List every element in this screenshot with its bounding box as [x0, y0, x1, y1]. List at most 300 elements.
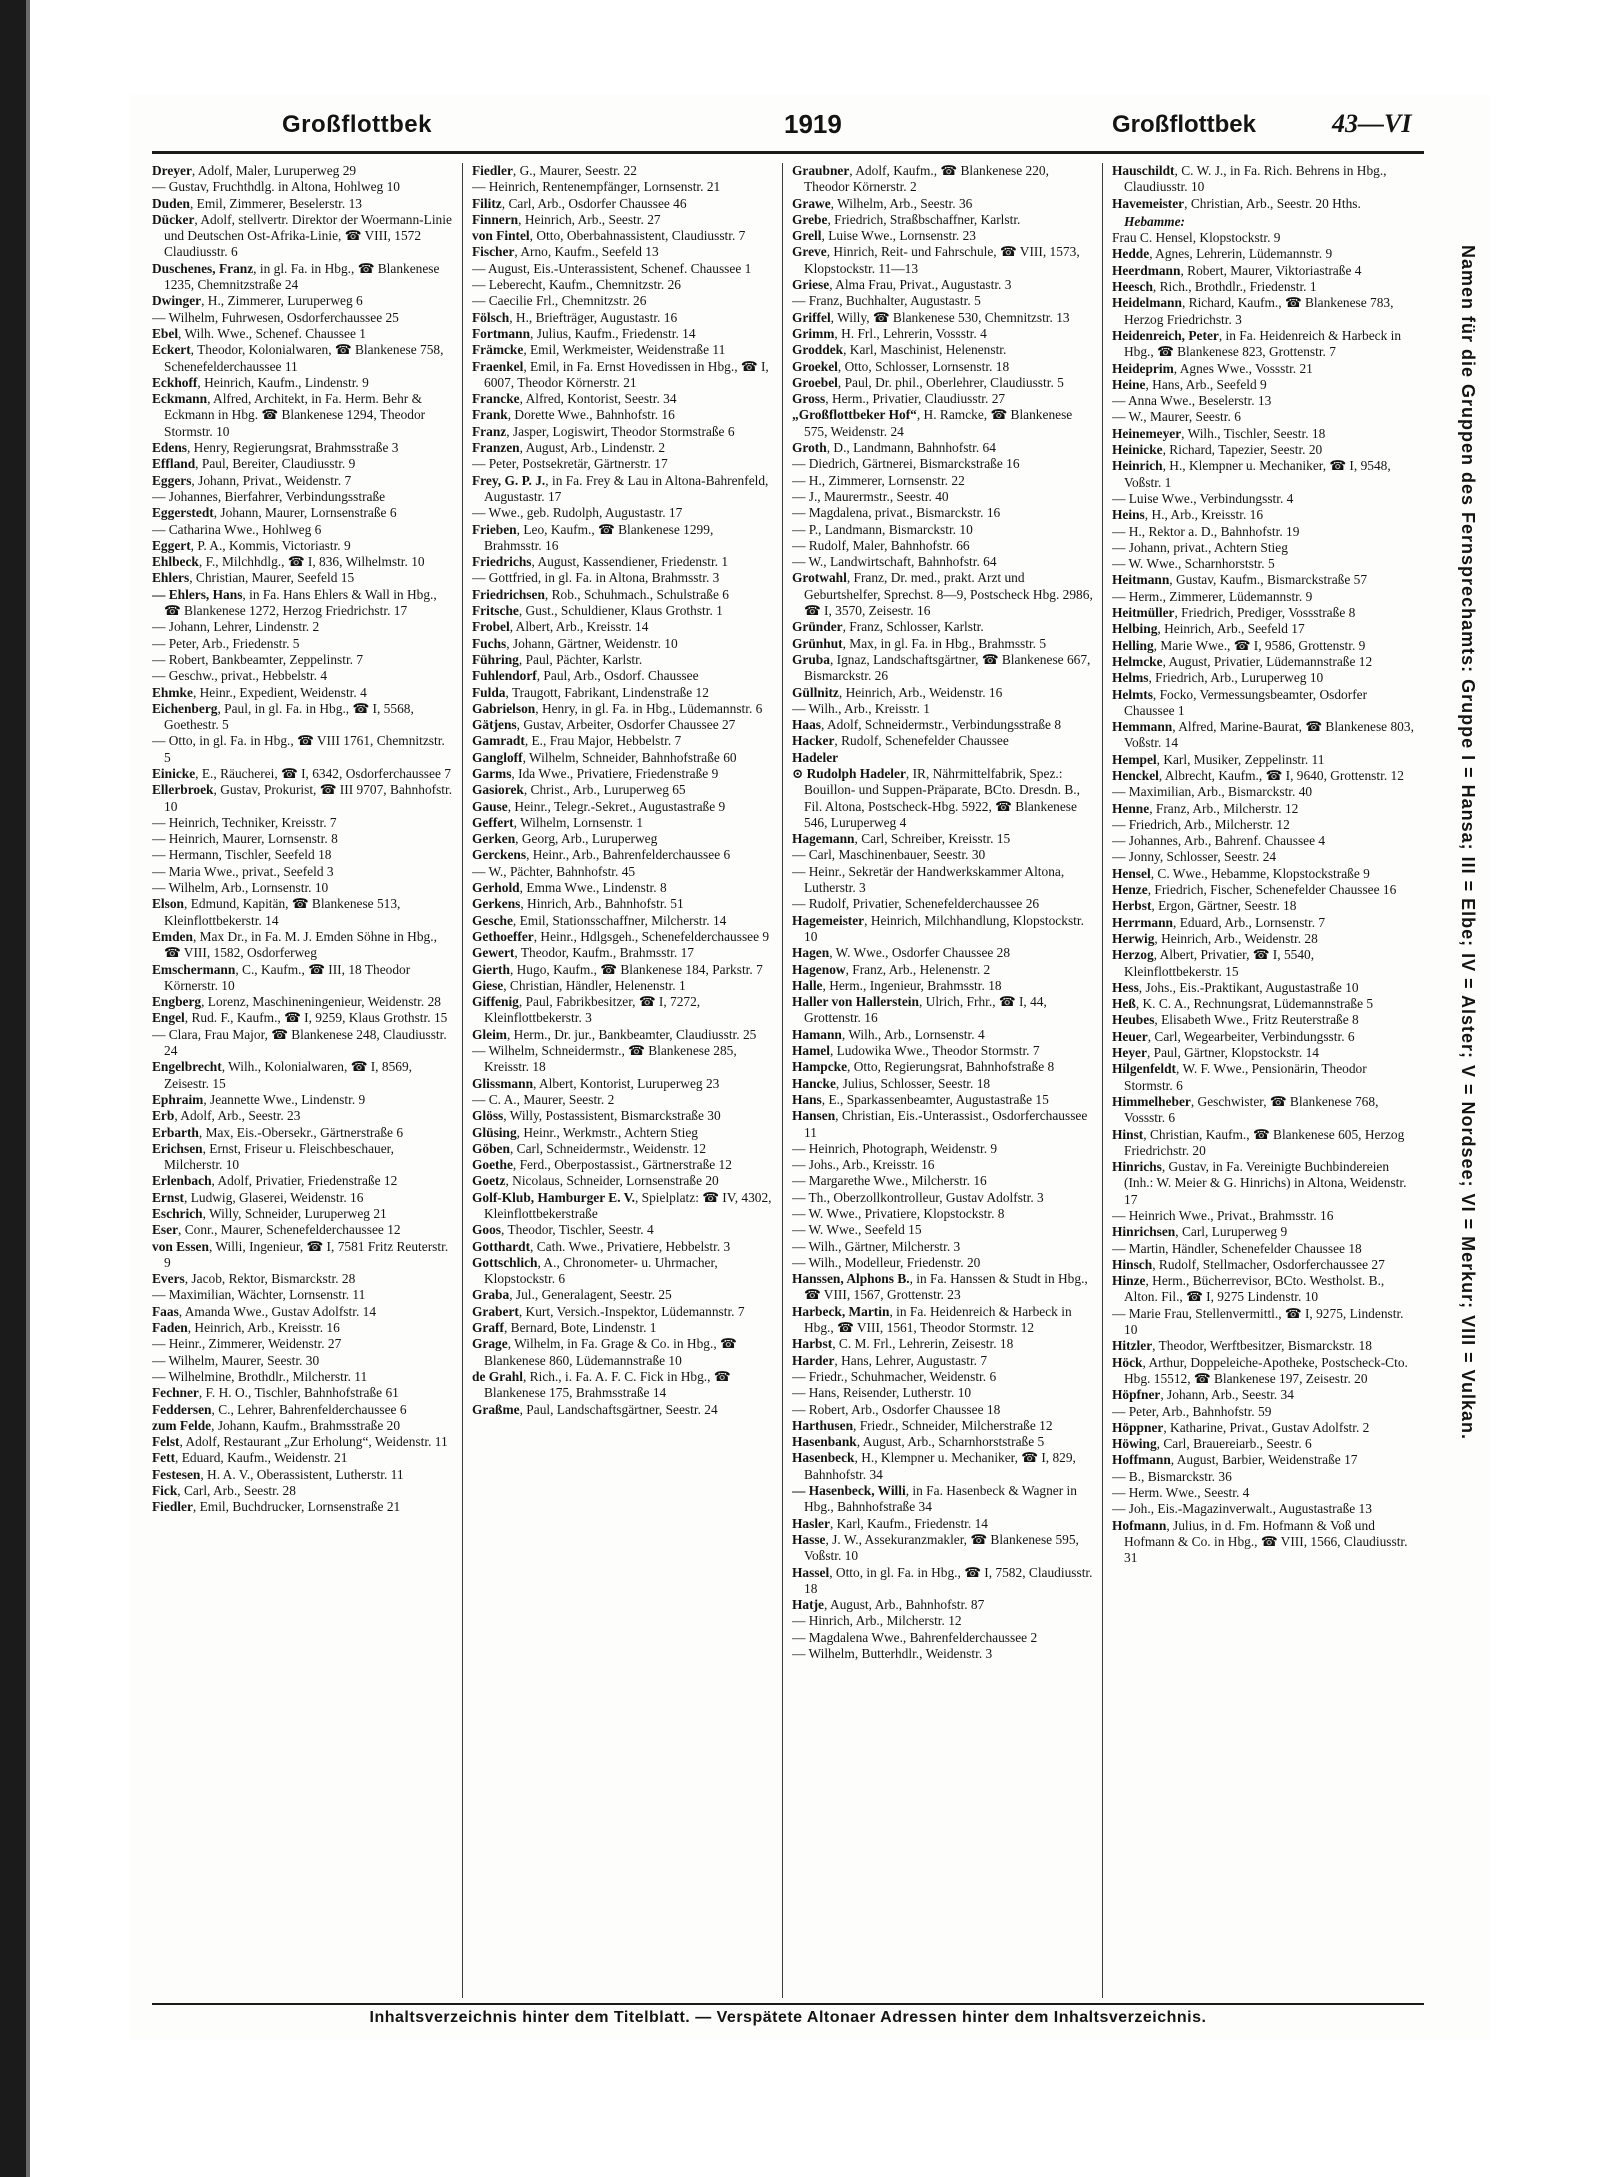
directory-entry — [472, 1108, 774, 1124]
directory-entry — [152, 733, 454, 766]
entry-name: Groekel — [792, 358, 838, 374]
directory-entry — [472, 815, 774, 831]
entry-details: — Wilhelm, Schneidermstr., ☎ Blankenese 285, Kreisstr. 18 — [472, 1043, 737, 1075]
entry-details: , Marie Wwe., ☎ I, 9586, Grottenstr. 9 — [1153, 637, 1366, 653]
entry-details: , Johann, Maurer, Lornsenstraße 6 — [213, 505, 397, 521]
entry-details: — W., Landwirtschaft, Bahnhofstr. 64 — [792, 554, 997, 570]
entry-details: , Arno, Kaufm., Seefeld 13 — [514, 244, 659, 260]
entry-name: Herrmann — [1112, 914, 1173, 930]
entry-name: Graba — [472, 1287, 510, 1303]
directory-entry — [472, 962, 774, 978]
entry-name: Höpfner — [1112, 1387, 1161, 1403]
directory-entry — [152, 994, 454, 1010]
column-divider — [782, 163, 783, 1998]
directory-entry — [472, 1320, 774, 1336]
entry-details: , E., Frau Major, Hebbelstr. 7 — [524, 733, 682, 749]
entry-details: , Cath. Wwe., Privatiere, Hebbelstr. 3 — [530, 1238, 731, 1254]
entry-details: — W. Wwe., Privatiere, Klopstockstr. 8 — [792, 1206, 1005, 1221]
entry-details: , in Fa. Hasenbeck & Wagner in Hbg., Bahnhofstraße 34 — [804, 1483, 1077, 1515]
entry-details: , H. Ramcke, ☎ Blankenese 575, Weidenstr. 24 — [804, 407, 1073, 439]
entry-details: , Jul., Generalagent, Seestr. 25 — [509, 1287, 672, 1303]
entry-details: — Heinrich Wwe., Privat., Brahmsstr. 16 — [1112, 1208, 1334, 1223]
directory-entry — [472, 750, 774, 766]
entry-details: , Willy, ☎ Blankenese 530, Chemnitzstr. 13 — [830, 309, 1070, 325]
entry-details: — Maximilian, Wächter, Lornsenstr. 11 — [152, 1287, 366, 1303]
side-note: Namen für die Gruppen des Fernsprechamts: Gruppe I = Hansa; III = Elbe; IV = Alster; V = Nordsee; VI = Merkur; VIII = Vulkan. — [1458, 245, 1478, 1440]
entry-details: — Maximilian, Arb., Bismarckstr. 40 — [1112, 784, 1313, 800]
directory-entry — [152, 1499, 454, 1515]
entry-details: , Rudolf, Schenefelder Chaussee — [834, 733, 1009, 749]
entry-name: Erlenbach — [152, 1173, 212, 1189]
directory-entry — [1112, 1127, 1414, 1160]
entry-name: Ephraim — [152, 1091, 204, 1107]
entry-name: Frobel — [472, 619, 510, 635]
directory-entry — [792, 456, 1094, 472]
entry-details: , E., Sparkassenbeamter, Augustastraße 15 — [821, 1091, 1049, 1107]
directory-entry — [792, 1630, 1094, 1646]
directory-entry — [152, 962, 454, 995]
directory-entry — [1112, 1224, 1414, 1240]
directory-entry — [1112, 882, 1414, 898]
directory-entry — [152, 619, 454, 635]
directory-entry — [792, 1565, 1094, 1598]
directory-entry — [472, 1255, 774, 1288]
directory-entry — [472, 440, 774, 456]
directory-entry — [472, 880, 774, 896]
directory-entry — [152, 310, 454, 326]
entry-name: Hinrichs — [1112, 1159, 1162, 1175]
entry-details: — Clara, Frau Major, ☎ Blankenese 248, Claudiusstr. 24 — [152, 1026, 447, 1059]
entry-details: , Theodor, Werftbesitzer, Bismarckstr. 18 — [1152, 1338, 1372, 1354]
entry-name: Friedrichsen — [472, 586, 545, 602]
entry-details: , C. Wwe., Hebamme, Klopstockstraße 9 — [1150, 865, 1370, 881]
directory-entry — [152, 1450, 454, 1466]
entry-name: Heuer — [1112, 1028, 1148, 1044]
entry-details: — Johann, Lehrer, Lindenstr. 2 — [152, 619, 320, 635]
entry-details: , Heinrich, Kaufm., Lindenstr. 9 — [197, 374, 369, 390]
entry-name: Dücker — [152, 211, 195, 227]
entry-details: , Wilh., Tischler, Seestr. 18 — [1181, 425, 1326, 441]
entry-name: — Ehlers, Hans — [152, 586, 243, 602]
directory-entry — [1112, 1241, 1414, 1257]
directory-entry — [792, 945, 1094, 961]
entry-name: Grage — [472, 1336, 508, 1352]
entry-details: — Caecilie Frl., Chemnitzstr. 26 — [472, 293, 647, 309]
entry-name: Heinicke — [1112, 442, 1163, 458]
directory-entry — [152, 1173, 454, 1189]
entry-name: „Großflottbeker Hof“ — [792, 407, 917, 423]
directory-entry — [792, 1059, 1094, 1075]
entry-details: , Katharine, Privat., Gustav Adolfstr. 2 — [1163, 1419, 1370, 1435]
entry-name: Främcke — [472, 342, 524, 358]
directory-entry — [472, 359, 774, 392]
entry-details: , Rudolf, Stellmacher, Osdorferchaussee 27 — [1152, 1256, 1385, 1272]
entry-details: , IR, Nährmittelfabrik, Spez.: Bouillon- und Suppen-Präparate, BCto. Dresdn. B., Fil. Altona, Postscheck-Hbg. 5922, ☎ Blankenese 546, Luruperweg 4 — [804, 765, 1080, 830]
entry-details: , Albert, Kontorist, Luruperweg 23 — [533, 1075, 720, 1091]
entry-details: — Wilhelm, Arb., Lornsenstr. 10 — [152, 880, 329, 896]
directory-entry — [792, 994, 1094, 1027]
entry-details: , J. W., Assekuranzmakler, ☎ Blankenese 595, Voßstr. 10 — [804, 1531, 1079, 1564]
directory-entry — [1112, 442, 1414, 458]
directory-entry — [792, 847, 1094, 863]
directory-entry — [792, 244, 1094, 277]
entry-details: , Herm., Bücherrevisor, BCto. Westholst. B., Alton. Fil., ☎ I, 9275 Lindenstr. 10 — [1124, 1273, 1385, 1305]
entry-details: , Heinrich, Arb., Seestr. 27 — [518, 211, 661, 227]
entry-details: , Geschwister, ☎ Blankenese 768, Vossstr. 6 — [1124, 1093, 1379, 1126]
entry-details: , Carl, Brauereiarb., Seestr. 6 — [1156, 1436, 1312, 1452]
entry-details: , Ferd., Oberpostassist., Gärtnerstraße 12 — [512, 1157, 732, 1173]
entry-name: Heubes — [1112, 1012, 1155, 1028]
entry-name: Gesche — [472, 912, 513, 928]
entry-name: Henckel — [1112, 767, 1159, 783]
directory-entry — [792, 391, 1094, 407]
directory-entry — [1112, 752, 1414, 768]
entry-details: — Peter, Arb., Friedenstr. 5 — [152, 635, 300, 651]
directory-entry — [152, 342, 454, 375]
entry-name: Duschenes, Franz — [152, 260, 254, 276]
entry-name: Hansen — [792, 1108, 836, 1124]
entry-details: — Wilhelmine, Brothdlr., Milcherstr. 11 — [152, 1368, 368, 1384]
directory-entry — [152, 391, 454, 440]
entry-name: Hamann — [792, 1026, 842, 1042]
entry-details: — C. A., Maurer, Seestr. 2 — [472, 1091, 615, 1107]
entry-name: Erichsen — [152, 1140, 203, 1156]
directory-entry — [1112, 589, 1414, 605]
entry-name: Hanssen, Alphons B. — [792, 1271, 910, 1287]
directory-entry — [1112, 915, 1414, 931]
entry-details: , C. W. J., in Fa. Rich. Behrens in Hbg., Claudiusstr. 10 — [1124, 163, 1387, 195]
entry-details: — Heinr., Zimmerer, Weidenstr. 27 — [152, 1336, 342, 1352]
entry-name: Graubner — [792, 163, 850, 178]
entry-details: , Friedrich, Prediger, Vossstraße 8 — [1174, 605, 1356, 621]
entry-name: Grawe — [792, 195, 831, 211]
entry-details: , Eduard, Kaufm., Weidenstr. 21 — [175, 1450, 348, 1466]
entry-details: , Hinrich, Reit- und Fahrschule, ☎ VIII, 1573, Klopstockstr. 11—13 — [804, 244, 1080, 276]
directory-entry — [472, 1157, 774, 1173]
entry-details: , Willy, Schneider, Luruperweg 21 — [202, 1206, 387, 1221]
entry-details: , Julius, Schlosser, Seestr. 18 — [835, 1075, 991, 1091]
entry-details: , Paul, Fabrikbesitzer, ☎ I, 7272, Kleinflottbekerstr. 3 — [484, 994, 701, 1026]
directory-entry — [792, 277, 1094, 293]
directory-entry — [472, 929, 774, 945]
entry-name: Heyer — [1112, 1045, 1147, 1061]
entry-name: Helbing — [1112, 621, 1158, 637]
entry-details: , Wilhelm, in Fa. Grage & Co. in Hbg., ☎ Blankenese 860, Lüdemannstraße 10 — [484, 1336, 737, 1368]
directory-entry — [152, 685, 454, 701]
directory-entry — [472, 228, 774, 244]
entry-name: Grimm — [792, 325, 835, 341]
directory-entry — [1112, 1208, 1414, 1224]
entry-name: Hasse — [792, 1531, 826, 1547]
entry-details: , Carl, Schreiber, Kreisstr. 15 — [854, 831, 1011, 847]
entry-name: Hans — [792, 1091, 822, 1107]
directory-entry — [1112, 670, 1414, 686]
entry-details: , Paul, Pächter, Karlstr. — [518, 651, 643, 667]
entry-details: — Johs., Arb., Kreisstr. 16 — [792, 1157, 935, 1173]
directory-entry — [792, 342, 1094, 358]
entry-details: , Elisabeth Wwe., Fritz Reuterstraße 8 — [1154, 1012, 1359, 1028]
directory-entry — [152, 1271, 454, 1287]
directory-entry — [152, 1222, 454, 1238]
entry-details: , H., Briefträger, Augustastr. 16 — [509, 309, 678, 325]
entry-details: — Wilhelm, Fuhrwesen, Osdorferchaussee 25 — [152, 309, 399, 325]
entry-name: Gätjens — [472, 717, 517, 733]
entry-details: — Heinrich, Maurer, Lornsenstr. 8 — [152, 831, 338, 847]
column-4 — [1112, 163, 1414, 1998]
entry-name: Hedde — [1112, 246, 1150, 262]
entry-details: — Heinrich, Techniker, Kreisstr. 7 — [152, 814, 337, 830]
entry-name: Giffenig — [472, 994, 519, 1010]
entry-name: Golf-Klub, Hamburger E. V. — [472, 1189, 635, 1205]
entry-name: Groddek — [792, 342, 844, 358]
entry-name: Emden — [152, 928, 193, 944]
entry-name: Eckert — [152, 342, 191, 358]
entry-details: , Lorenz, Maschineningenieur, Weidenstr. 28 — [201, 994, 441, 1010]
entry-name: Gause — [472, 798, 508, 814]
directory-entry — [472, 473, 774, 506]
directory-entry — [1112, 1501, 1414, 1517]
scan-edge-shadow — [26, 0, 30, 2177]
entry-name: Hagemeister — [792, 912, 865, 928]
entry-name: Fuhlendorf — [472, 668, 537, 684]
entry-details: , Rud. F., Kaufm., ☎ I, 9259, Klaus Grothstr. 15 — [184, 1010, 448, 1026]
entry-name: Fiedler — [472, 163, 513, 178]
entry-details: , Christian, Arb., Seestr. 20 Hths. — [1184, 195, 1361, 211]
entry-details: , Theodor, Tischler, Seestr. 4 — [501, 1222, 654, 1238]
directory-entry — [792, 1353, 1094, 1369]
directory-entry — [792, 1076, 1094, 1092]
entry-details: — H., Zimmerer, Lornsenstr. 22 — [792, 472, 965, 488]
entry-name: Engel — [152, 1010, 185, 1026]
entry-name: Gamradt — [472, 733, 525, 749]
directory-entry — [792, 978, 1094, 994]
directory-entry — [152, 1369, 454, 1385]
entry-details: — Luise Wwe., Verbindungsstr. 4 — [1112, 490, 1294, 506]
entry-name: Ehmke — [152, 684, 193, 700]
entry-name: Hitzler — [1112, 1338, 1153, 1354]
entry-details: , Agnes, Lehrerin, Lüdemannstr. 9 — [1149, 246, 1333, 262]
entry-details: , C., Kaufm., ☎ III, 18 Theodor Körnerstr. 10 — [164, 961, 411, 993]
entry-name: Hinst — [1112, 1126, 1144, 1142]
entry-details: — Rudolf, Privatier, Schenefelderchaussee 26 — [792, 896, 1040, 912]
directory-entry — [792, 717, 1094, 733]
entry-details: , Franz, Arb., Helenenstr. 2 — [845, 961, 991, 977]
entry-details: — Margarethe Wwe., Milcherstr. 16 — [792, 1173, 987, 1189]
directory-entry — [1112, 1029, 1414, 1045]
directory-entry — [1112, 1306, 1414, 1339]
directory-entry — [152, 375, 454, 391]
entry-name: Hasler — [792, 1515, 830, 1531]
entry-name: Hofmann — [1112, 1517, 1167, 1533]
entry-name: Eggers — [152, 472, 192, 488]
directory-entry — [472, 391, 774, 407]
entry-details: — Heinrich, Photograph, Weidenstr. 9 — [792, 1140, 998, 1156]
entry-name: Gerken — [472, 831, 516, 847]
entry-name: Gründer — [792, 619, 843, 635]
entry-details: , in Fa. Hans Ehlers & Wall in Hbg., ☎ Blankenese 1272, Herzog Friedrichstr. 17 — [164, 586, 437, 619]
entry-details: — Diedrich, Gärtnerei, Bismarckstraße 16 — [792, 456, 1020, 472]
directory-entry — [472, 994, 774, 1027]
entry-details: , Carl, Schneidermstr., Weidenstr. 12 — [509, 1140, 707, 1156]
directory-entry — [792, 440, 1094, 456]
entry-details: , Heinr., Hdlgsgeh., Schenefelderchaussee 9 — [533, 928, 770, 944]
entry-details: , Traugott, Fabrikant, Lindenstraße 12 — [505, 684, 709, 700]
entry-details: , Ernst, Friseur u. Fleischbeschauer, Milcherstr. 10 — [164, 1140, 394, 1173]
directory-entry — [792, 326, 1094, 342]
entry-details: , Wilhelm, Lornsenstr. 1 — [513, 814, 644, 830]
entry-details: , Franz, Arb., Milcherstr. 12 — [1149, 800, 1299, 816]
entry-details: , Emil, Zimmerer, Beselerstr. 13 — [189, 195, 362, 211]
page-header — [152, 107, 1422, 147]
entry-name: Frieben — [472, 521, 517, 537]
directory-entry — [792, 212, 1094, 228]
entry-name: Grabert — [472, 1303, 519, 1319]
entry-details: — B., Bismarckstr. 36 — [1112, 1468, 1232, 1484]
entry-name: Fechner — [152, 1385, 199, 1401]
entry-details: , Jasper, Logiswirt, Theodor Stormstraße 6 — [506, 423, 735, 439]
directory-entry — [472, 293, 774, 309]
directory-entry — [152, 587, 454, 620]
entry-name: Felst — [152, 1434, 180, 1450]
directory-entry — [1112, 1436, 1414, 1452]
entry-details: , Carl, Arb., Osdorfer Chaussee 46 — [501, 195, 687, 211]
entry-details: — Marie Frau, Stellenvermittl., ☎ I, 9275, Lindenstr. 10 — [1112, 1305, 1404, 1338]
entry-details: , Friedrich, Arb., Luruperweg 10 — [1148, 670, 1324, 686]
directory-entry — [152, 782, 454, 815]
entry-name: Harbeck, Martin — [792, 1303, 890, 1319]
directory-entry — [472, 1141, 774, 1157]
directory-entry — [792, 750, 1094, 766]
directory-entry — [472, 261, 774, 277]
entry-name: Hinsch — [1112, 1256, 1153, 1272]
directory-entry — [1112, 1257, 1414, 1273]
entry-name: Herwig — [1112, 930, 1155, 946]
entry-name: Groth — [792, 440, 827, 456]
directory-entry — [472, 1125, 774, 1141]
directory-entry — [1112, 654, 1414, 670]
entry-details: , H., Klempner u. Mechaniker, ☎ I, 829, Bahnhofstr. 34 — [804, 1450, 1076, 1482]
entry-details: — Wilhelm, Butterhdlr., Weidenstr. 3 — [792, 1646, 993, 1662]
entry-name: Henze — [1112, 882, 1148, 898]
directory-entry — [152, 1092, 454, 1108]
entry-name: Güllnitz — [792, 684, 839, 700]
entry-details: — Magdalena, privat., Bismarckstr. 16 — [792, 505, 1001, 521]
entry-details: , Wilhelm, Arb., Seestr. 36 — [830, 195, 973, 211]
directory-entry — [472, 1076, 774, 1092]
directory-entry — [1112, 898, 1414, 914]
directory-entry — [792, 1157, 1094, 1173]
entry-details: , Focko, Vermessungsbeamter, Osdorfer Chaussee 1 — [1124, 686, 1368, 718]
entry-details: , Alfred, Marine-Baurat, ☎ Blankenese 803, Voßstr. 14 — [1124, 719, 1414, 751]
entry-details: , H. A. V., Oberassistent, Lutherstr. 11 — [200, 1466, 404, 1482]
entry-details: , Paul, Dr. phil., Oberlehrer, Claudiusstr. 5 — [837, 374, 1064, 390]
entry-details: , Emma Wwe., Lindenstr. 8 — [519, 880, 667, 896]
entry-details: , Adolf, Kaufm., ☎ Blankenese 220, Theodor Körnerstr. 2 — [804, 163, 1049, 195]
entry-details: , Henry, in gl. Fa. in Hbg., Lüdemannstr. 6 — [535, 700, 763, 716]
entry-name: Evers — [152, 1271, 185, 1287]
entry-details: , August, Barbier, Weidenstraße 17 — [1170, 1452, 1358, 1468]
directory-entry — [1112, 507, 1414, 523]
directory-entry — [152, 701, 454, 734]
entry-details: — Johann, privat., Achtern Stieg — [1112, 539, 1288, 555]
directory-entry — [792, 538, 1094, 554]
directory-entry — [152, 261, 454, 294]
directory-entry — [152, 1059, 454, 1092]
entry-details: — Maria Wwe., privat., Seefeld 3 — [152, 863, 334, 879]
entry-name: Heinrich — [1112, 458, 1163, 474]
directory-entry — [792, 1516, 1094, 1532]
entry-details: , W. Wwe., Osdorfer Chaussee 28 — [829, 945, 1011, 961]
directory-entry — [472, 196, 774, 212]
entry-name: Graff — [472, 1320, 504, 1336]
entry-details: — Leberecht, Kaufm., Chemnitzstr. 26 — [472, 277, 681, 293]
entry-details: , Herm., Privatier, Claudiusstr. 27 — [825, 391, 1006, 407]
entry-name: Halle — [792, 977, 823, 993]
entry-details: — Wilhelm, Maurer, Seestr. 30 — [152, 1352, 320, 1368]
entry-name: Eggert — [152, 537, 191, 553]
entry-name: ⊙ Rudolph Hadeler — [792, 765, 906, 781]
directory-entry — [152, 1385, 454, 1401]
entry-name: Frank — [472, 407, 508, 423]
directory-entry — [472, 505, 774, 521]
directory-entry — [152, 570, 454, 586]
directory-entry — [792, 1027, 1094, 1043]
directory-entry — [152, 1190, 454, 1206]
entry-details: , Spielplatz: ☎ IV, 4302, Kleinflottbekerstraße — [484, 1189, 772, 1221]
directory-entry — [792, 473, 1094, 489]
entry-details: , Gust., Schuldiener, Klaus Grothstr. 1 — [518, 603, 723, 619]
entry-details: — Martin, Händler, Schenefelder Chaussee 18 — [1112, 1240, 1362, 1256]
entry-details: , in Fa. Frey & Lau in Altona-Bahrenfeld, Augustastr. 17 — [484, 472, 769, 504]
entry-details: — Jonny, Schlosser, Seestr. 24 — [1112, 849, 1277, 865]
directory-entry — [472, 1239, 774, 1255]
entry-name: Erbarth — [152, 1124, 199, 1140]
entry-details: — Robert, Arb., Osdorfer Chaussee 18 — [792, 1401, 1001, 1417]
entry-details: , E., Räucherei, ☎ I, 6342, Osdorferchaussee 7 — [195, 765, 451, 781]
directory-entry — [472, 456, 774, 472]
directory-entry — [792, 1597, 1094, 1613]
entry-details: — Johannes, Bierfahrer, Verbindungsstraße — [152, 488, 386, 504]
entry-details: , Max, in gl. Fa. in Hbg., Brahmsstr. 5 — [842, 635, 1047, 651]
directory-entry — [1112, 605, 1414, 621]
directory-entry — [792, 1190, 1094, 1206]
directory-entry — [472, 619, 774, 635]
entry-details: , G., Maurer, Seestr. 22 — [512, 163, 637, 178]
directory-entry — [152, 896, 454, 929]
directory-entry — [152, 489, 454, 505]
directory-entry — [472, 701, 774, 717]
entry-name: Griese — [792, 277, 830, 293]
entry-details: , Emil, Stationsschaffner, Milcherstr. 14 — [512, 912, 727, 928]
entry-details: , Ignaz, Landschaftsgärtner, ☎ Blankenese 667, Bismarckstr. 26 — [804, 651, 1091, 684]
directory-entry — [152, 766, 454, 782]
directory-entry — [472, 799, 774, 815]
directory-entry — [1112, 1420, 1414, 1436]
entry-details: , Wilh., Arb., Lornsenstr. 4 — [841, 1026, 985, 1042]
directory-entry — [792, 1141, 1094, 1157]
entry-name: Höppner — [1112, 1419, 1164, 1435]
directory-entry — [792, 554, 1094, 570]
entry-name: Dwinger — [152, 293, 202, 309]
directory-entry — [152, 1239, 454, 1272]
directory-entry — [152, 163, 454, 179]
header-rule — [152, 151, 1424, 154]
directory-entry — [472, 277, 774, 293]
entry-name: Himmelheber — [1112, 1093, 1191, 1109]
directory-entry — [792, 228, 1094, 244]
entry-details: , Kurt, Versich.-Inspektor, Lüdemannstr. 7 — [518, 1303, 745, 1319]
entry-details: , Carl, Luruperweg 9 — [1175, 1224, 1288, 1240]
